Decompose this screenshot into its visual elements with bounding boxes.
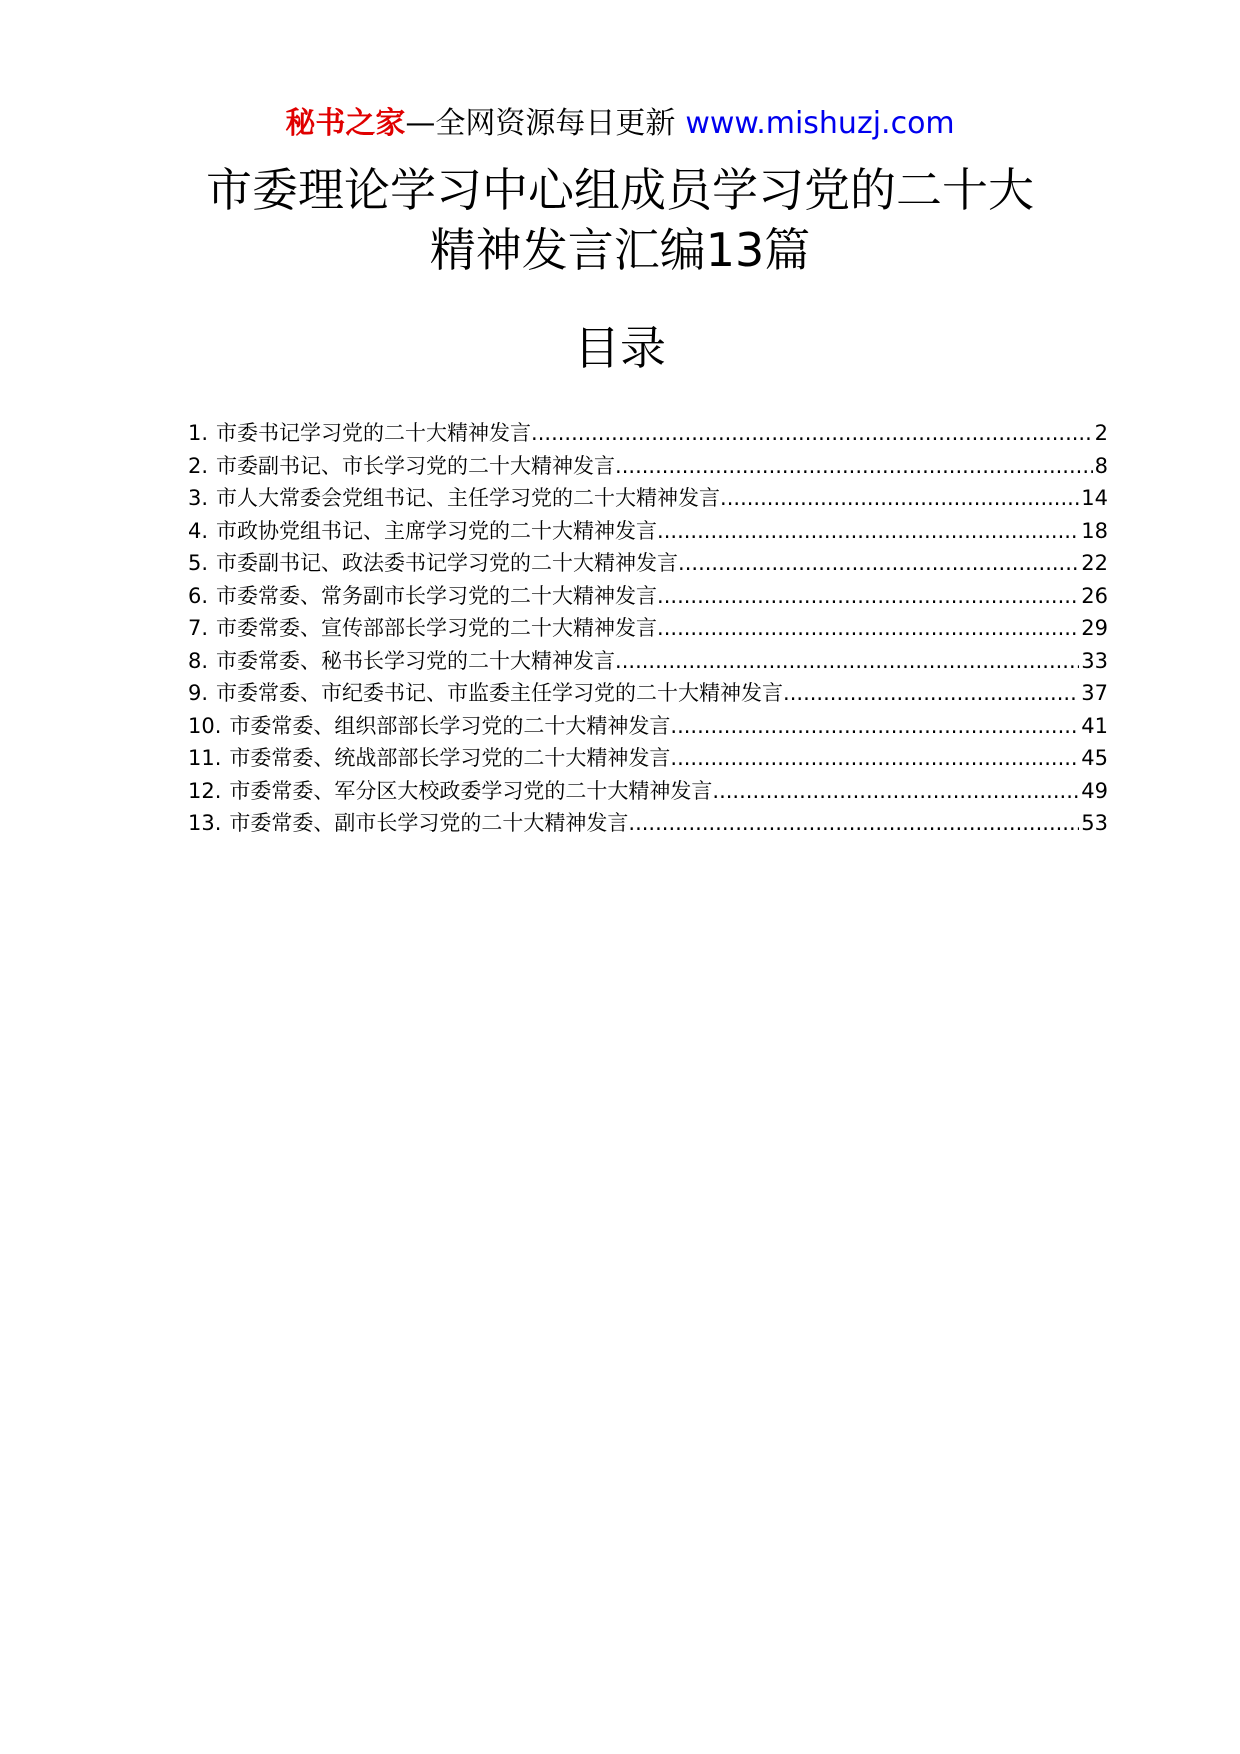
toc-entry-title: 市委副书记、市长学习党的二十大精神发言: [216, 453, 616, 478]
toc-entry-number: 3.: [188, 486, 209, 510]
toc-dot-leader: [657, 515, 1079, 548]
toc-entry[interactable]: [188, 580, 1108, 613]
toc-entry-page-number: 49: [1081, 778, 1108, 803]
toc-dot-leader: [678, 547, 1079, 580]
toc-entry[interactable]: [188, 547, 1108, 580]
toc-entry-page-number: 8: [1094, 453, 1108, 478]
toc-entry-number: 7.: [188, 616, 209, 640]
toc-heading: 目录: [574, 321, 666, 375]
toc-entry-number: 2.: [188, 453, 209, 478]
toc-entry-number: 4.: [188, 518, 209, 543]
toc-entry-title: 市委常委、副市长学习党的二十大精神发言: [229, 811, 629, 835]
toc-entry-title: 市委常委、军分区大校政委学习党的二十大精神发言: [229, 778, 713, 803]
toc-entry-page-number: 26: [1081, 583, 1108, 608]
toc-entry[interactable]: [188, 807, 1108, 840]
banner-brand: 秘书之家: [285, 106, 406, 141]
toc-entry[interactable]: [188, 612, 1108, 645]
toc-entry-title: 市政协党组书记、主席学习党的二十大精神发言: [216, 518, 658, 543]
toc-entry-number: 6.: [188, 583, 209, 608]
toc-entry-title: 市委书记学习党的二十大精神发言: [216, 421, 532, 445]
toc-entry-page-number: 53: [1081, 811, 1108, 835]
document-title-line-2: 精神发言汇编13篇: [429, 223, 811, 277]
toc-entry-title: 市委常委、秘书长学习党的二十大精神发言: [216, 648, 616, 673]
toc-entry-title: 市人大常委会党组书记、主任学习党的二十大精神发言: [216, 486, 721, 510]
table-of-contents: [188, 417, 1108, 840]
toc-entry-number: 5.: [188, 551, 209, 575]
toc-entry-title: 市委常委、统战部部长学习党的二十大精神发言: [229, 746, 671, 770]
toc-entry-title: 市委副书记、政法委书记学习党的二十大精神发言: [216, 551, 679, 575]
toc-entry-page-number: 45: [1081, 746, 1108, 770]
toc-entry[interactable]: [188, 515, 1108, 548]
toc-dot-leader: [670, 742, 1079, 775]
toc-entry-number: 10.: [188, 713, 222, 738]
toc-entry[interactable]: [188, 417, 1108, 450]
document-title: [0, 160, 1240, 280]
toc-entry-page-number: 37: [1081, 681, 1108, 705]
toc-dot-leader: [783, 677, 1079, 710]
toc-entry-number: 12.: [188, 778, 222, 803]
toc-entry-number: 9.: [188, 681, 209, 705]
toc-entry-page-number: 41: [1081, 713, 1108, 738]
toc-dot-leader: [720, 482, 1079, 515]
banner-url-link[interactable]: www.mishuzj.com: [685, 106, 955, 141]
toc-entry[interactable]: [188, 710, 1108, 743]
toc-entry[interactable]: [188, 450, 1108, 483]
toc-dot-leader: [628, 807, 1079, 840]
toc-entry-title: 市委常委、常务副市长学习党的二十大精神发言: [216, 583, 658, 608]
toc-entry[interactable]: [188, 775, 1108, 808]
toc-entry[interactable]: [188, 645, 1108, 678]
site-banner: [0, 104, 1240, 144]
toc-entry-page-number: 33: [1081, 648, 1108, 673]
toc-entry-page-number: 18: [1081, 518, 1108, 543]
document-title-line-1: 市委理论学习中心组成员学习党的二十大: [206, 163, 1034, 217]
toc-entry-page-number: 29: [1081, 616, 1108, 640]
toc-entry-page-number: 2: [1094, 421, 1108, 445]
toc-entry[interactable]: [188, 482, 1108, 515]
toc-dot-leader: [615, 645, 1079, 678]
toc-entry-page-number: 14: [1081, 486, 1108, 510]
toc-entry-title: 市委常委、市纪委书记、市监委主任学习党的二十大精神发言: [216, 681, 784, 705]
toc-entry-title: 市委常委、组织部部长学习党的二十大精神发言: [229, 713, 671, 738]
toc-entry-number: 13.: [188, 811, 222, 835]
toc-entry-title: 市委常委、宣传部部长学习党的二十大精神发言: [216, 616, 658, 640]
toc-entry-page-number: 22: [1081, 551, 1108, 575]
toc-entry[interactable]: [188, 742, 1108, 775]
toc-dot-leader: [531, 417, 1093, 450]
toc-dot-leader: [615, 450, 1093, 483]
toc-entry-number: 8.: [188, 648, 209, 673]
toc-dot-leader: [712, 775, 1079, 808]
banner-tagline: —全网资源每日更新: [405, 106, 676, 141]
toc-dot-leader: [657, 612, 1079, 645]
toc-dot-leader: [657, 580, 1079, 613]
toc-dot-leader: [670, 710, 1079, 743]
toc-entry[interactable]: [188, 677, 1108, 710]
toc-entry-number: 11.: [188, 746, 222, 770]
toc-entry-number: 1.: [188, 421, 209, 445]
